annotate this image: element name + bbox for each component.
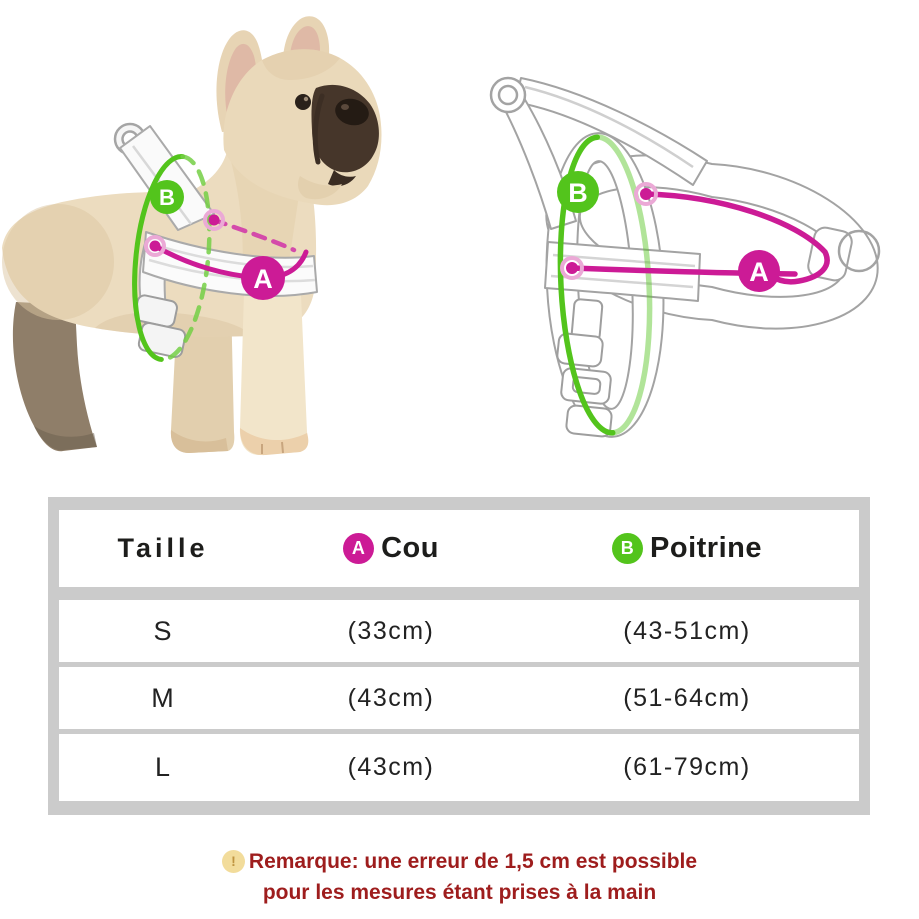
- neck-value: (33cm): [347, 616, 435, 645]
- size-table-header-row: [59, 510, 859, 587]
- harness-diagram-figure: [455, 45, 919, 475]
- dog-wearing-harness-figure: [0, 0, 460, 490]
- table-row: [59, 600, 859, 662]
- neck-value: (43cm): [347, 753, 435, 781]
- size-table: [48, 497, 870, 815]
- chest-value: (43-51cm): [623, 616, 751, 645]
- header-size: Taille: [117, 533, 209, 563]
- chest-marker-badge: B: [612, 533, 643, 564]
- chest-value: (61-79cm): [623, 753, 751, 781]
- size-label: S: [153, 615, 173, 646]
- dog-eye: [295, 94, 311, 110]
- size-label: L: [154, 752, 172, 782]
- harness-neck-marker-label: A: [749, 257, 769, 287]
- measurement-note: [0, 846, 919, 908]
- dog-neck-marker-label: A: [253, 264, 273, 294]
- dog-chest-marker-label: B: [159, 185, 175, 210]
- header-chest-label: Poitrine: [650, 532, 762, 564]
- dog-near-front-leg: [240, 292, 308, 455]
- header-neck-label: Cou: [381, 532, 439, 564]
- measure-point: [209, 215, 220, 226]
- size-label: M: [151, 682, 175, 713]
- chest-value: (51-64cm): [623, 683, 751, 712]
- measure-point: [566, 262, 578, 274]
- harness-chest-marker-label: B: [568, 178, 588, 208]
- header-chest: [515, 532, 859, 565]
- neck-value: (43cm): [347, 683, 435, 712]
- note-line-1-wrap: [0, 846, 919, 877]
- warning-icon: !: [222, 850, 245, 873]
- table-row: [59, 667, 859, 729]
- measure-point: [640, 188, 652, 200]
- note-line-1: Remarque: une erreur de 1,5 cm est possible: [248, 850, 698, 873]
- measure-point: [150, 241, 161, 252]
- note-line-2: pour les mesures étant prises à la main: [262, 881, 657, 904]
- header-neck: [267, 532, 515, 565]
- neck-marker-badge: A: [343, 533, 374, 564]
- table-row: [59, 734, 859, 801]
